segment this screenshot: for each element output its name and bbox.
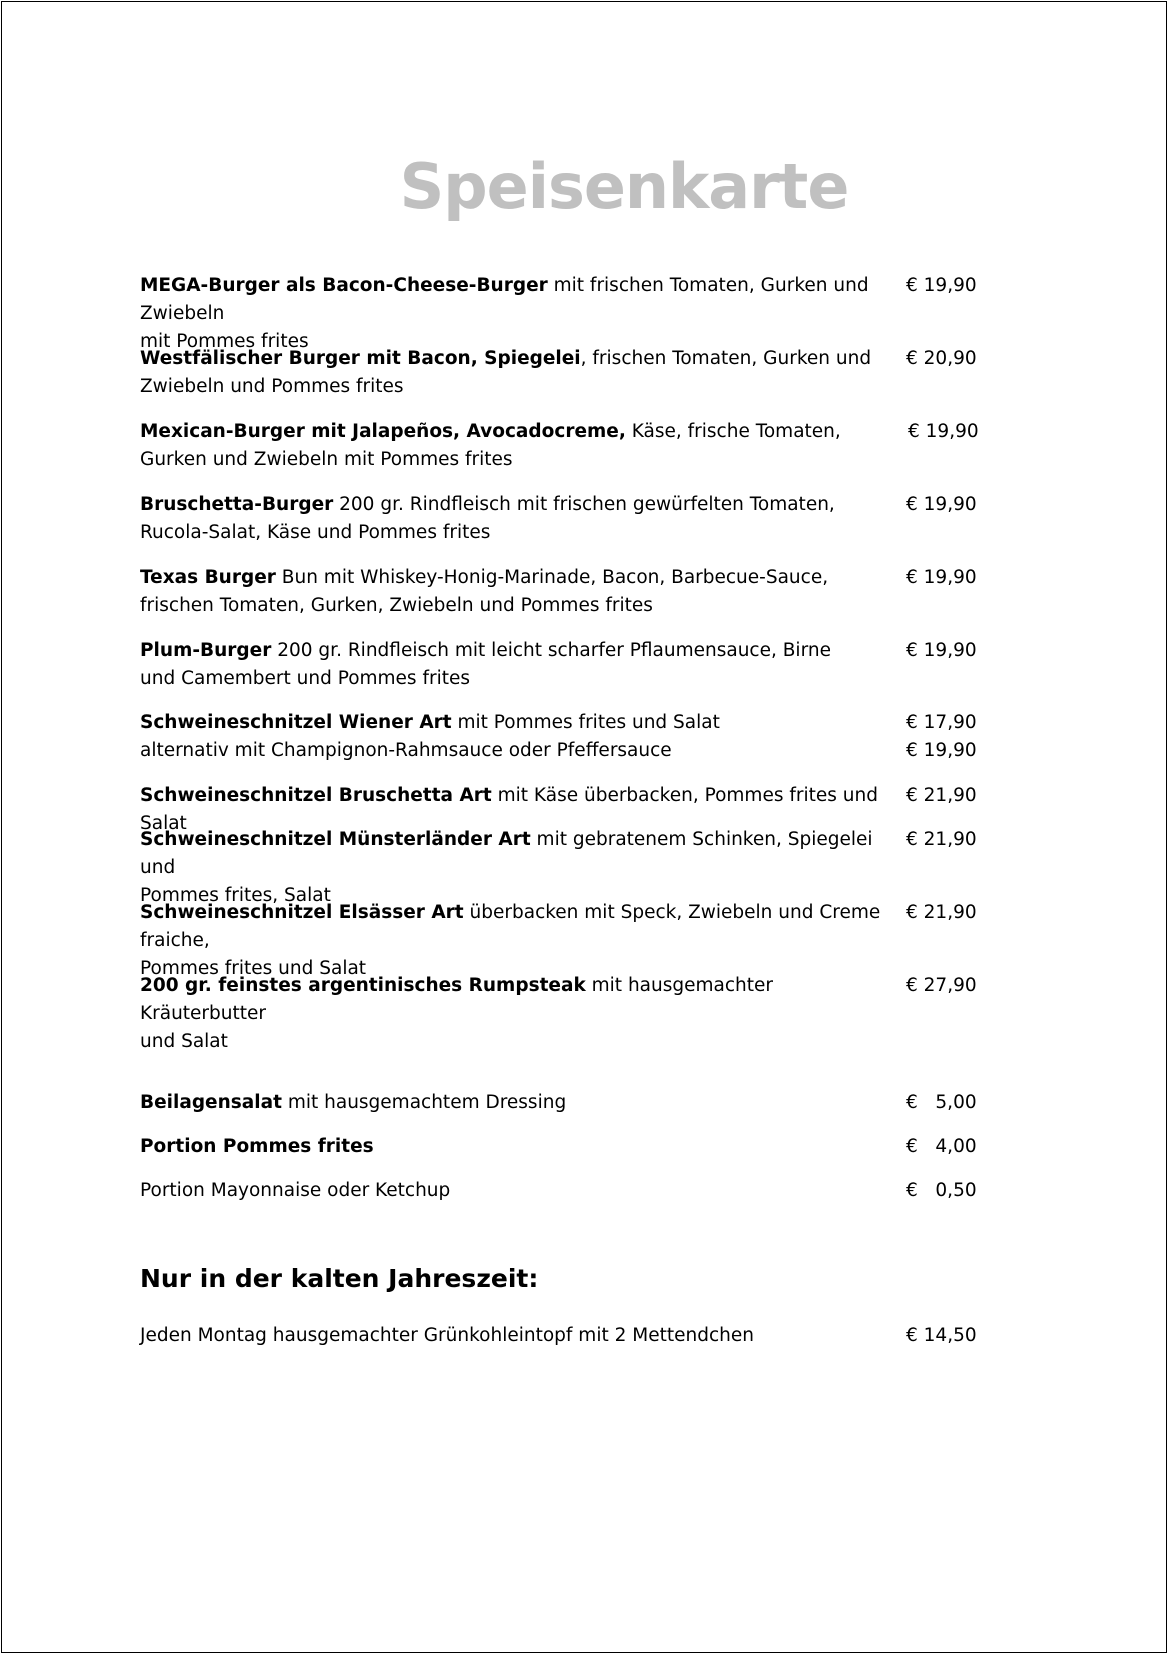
item-name: Schweineschnitzel Wiener Art bbox=[140, 712, 452, 733]
item-description-line2: alternativ mit Champignon-Rahmsauce oder Pfeffersauce bbox=[140, 740, 672, 761]
item-price: € 17,90 bbox=[906, 712, 977, 733]
item-description: Portion Mayonnaise oder Ketchup bbox=[140, 1180, 451, 1201]
item-description-line2: Pommes frites, Salat bbox=[140, 885, 331, 906]
item-name: Beilagensalat bbox=[140, 1092, 282, 1113]
item-description: mit gebratenem Schinken, Spiegelei und bbox=[140, 829, 873, 878]
item-price: € 4,00 bbox=[906, 1136, 977, 1157]
item-description: mit Pommes frites und Salat bbox=[451, 712, 720, 733]
seasonal-heading: Nur in der kalten Jahreszeit: bbox=[140, 1264, 539, 1293]
item-description: überbacken mit Speck, Zwiebeln und Creme fraiche, bbox=[140, 902, 881, 951]
item-description: mit hausgemachter Kräuterbutter bbox=[140, 975, 773, 1024]
menu-page bbox=[1, 1, 1167, 1653]
item-price: € 5,00 bbox=[906, 1092, 977, 1113]
item-price: € 19,90 bbox=[908, 421, 979, 442]
item-price: € 27,90 bbox=[906, 975, 977, 996]
item-price: € 20,90 bbox=[906, 348, 977, 369]
item-description: mit hausgemachtem Dressing bbox=[281, 1092, 567, 1113]
item-description-line2: frischen Tomaten, Gurken, Zwiebeln und Pommes frites bbox=[140, 595, 653, 616]
item-name: Westfälischer Burger mit Bacon, Spiegelei bbox=[140, 348, 581, 369]
item-price-alt: € 19,90 bbox=[906, 740, 977, 761]
item-description: mit frischen Tomaten, Gurken und Zwiebeln bbox=[140, 275, 869, 324]
item-name: Mexican-Burger mit Jalapeños, Avocadocreme, bbox=[140, 421, 626, 442]
page-title: Speisenkarte bbox=[399, 150, 849, 223]
item-name: Texas Burger bbox=[140, 567, 276, 588]
item-name: Schweineschnitzel Elsässer Art bbox=[140, 902, 464, 923]
item-name: MEGA-Burger als Bacon-Cheese-Burger bbox=[140, 275, 548, 296]
item-name: Schweineschnitzel Münsterländer Art bbox=[140, 829, 531, 850]
item-name: Bruschetta-Burger bbox=[140, 494, 334, 515]
item-description: , frischen Tomaten, Gurken und bbox=[580, 348, 872, 369]
item-name: Portion Pommes frites bbox=[140, 1136, 374, 1157]
item-description: Käse, frische Tomaten, bbox=[625, 421, 841, 442]
item-price: € 0,50 bbox=[906, 1180, 977, 1201]
item-price: € 19,90 bbox=[906, 640, 977, 661]
item-name: Plum-Burger bbox=[140, 640, 272, 661]
item-description-line2: Rucola-Salat, Käse und Pommes frites bbox=[140, 522, 491, 543]
item-description-line2: und Salat bbox=[140, 1031, 228, 1052]
item-name: Schweineschnitzel Bruschetta Art bbox=[140, 785, 492, 806]
item-description: 200 gr. Rindfleisch mit leicht scharfer Pflaumensauce, Birne bbox=[271, 640, 831, 661]
item-price: € 19,90 bbox=[906, 494, 977, 515]
item-description-line2: Zwiebeln und Pommes frites bbox=[140, 376, 404, 397]
item-description: mit Käse überbacken, Pommes frites und Salat bbox=[140, 785, 878, 834]
item-description-line2: Gurken und Zwiebeln mit Pommes frites bbox=[140, 449, 513, 470]
item-description-line2: Pommes frites und Salat bbox=[140, 958, 367, 979]
item-name: 200 gr. feinstes argentinisches Rumpsteak bbox=[140, 975, 586, 996]
item-price: € 21,90 bbox=[906, 829, 977, 850]
item-price: € 21,90 bbox=[906, 902, 977, 923]
item-description-line2: und Camembert und Pommes frites bbox=[140, 668, 470, 689]
item-price: € 19,90 bbox=[906, 275, 977, 296]
item-description-line2: mit Pommes frites bbox=[140, 331, 309, 352]
item-description: 200 gr. Rindfleisch mit frischen gewürfelten Tomaten, bbox=[333, 494, 835, 515]
item-price: € 14,50 bbox=[906, 1325, 977, 1346]
item-price: € 21,90 bbox=[906, 785, 977, 806]
item-price: € 19,90 bbox=[906, 567, 977, 588]
item-description: Jeden Montag hausgemachter Grünkohleintopf mit 2 Mettendchen bbox=[140, 1325, 754, 1346]
item-description: Bun mit Whiskey-Honig-Marinade, Bacon, Barbecue-Sauce, bbox=[275, 567, 829, 588]
